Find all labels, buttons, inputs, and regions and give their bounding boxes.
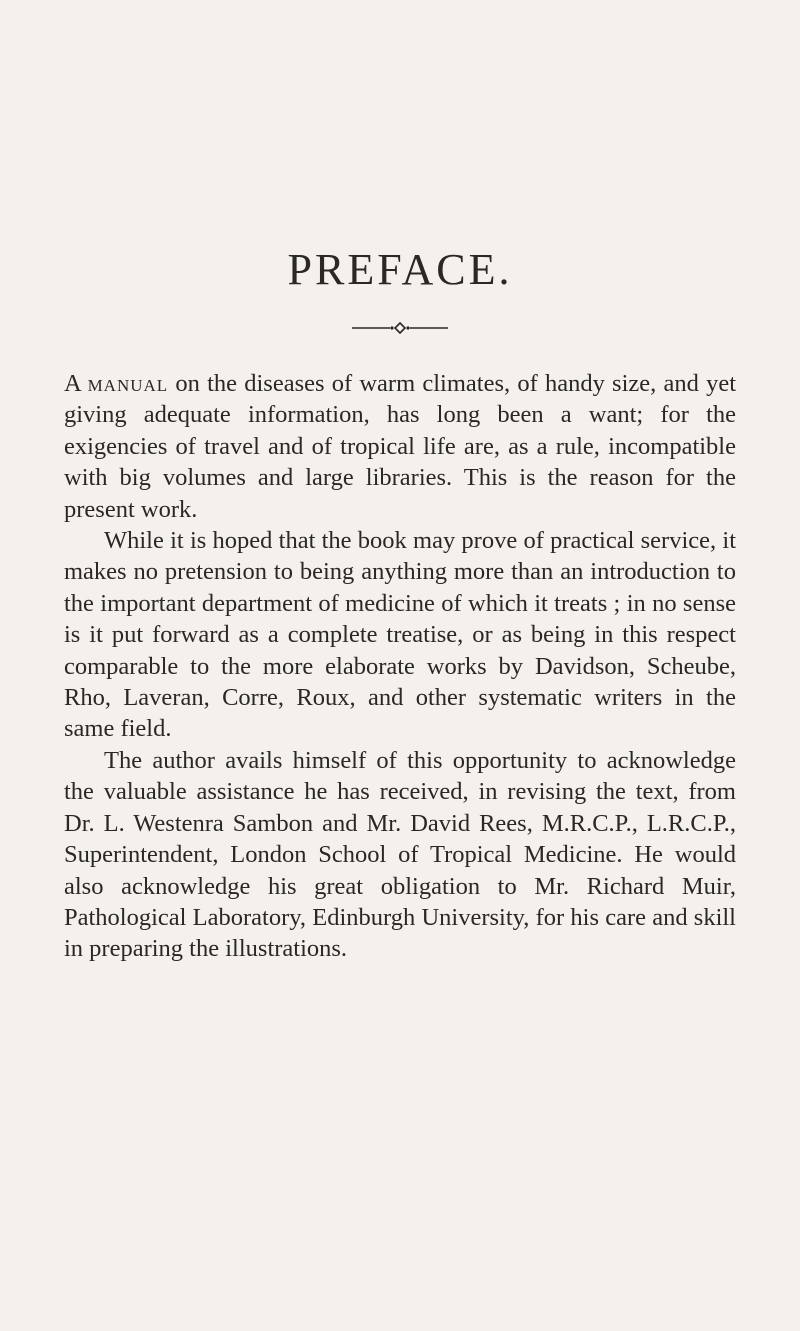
lead-smallcaps: manual <box>87 370 169 397</box>
lead-letter: A <box>64 370 88 397</box>
paragraph-1 <box>64 368 736 525</box>
paragraph-1-text: on the diseases of warm climates, of handy size, and yet giving adequate information, has long been a want; for the exigencies of travel and of tropical life are, as a rule, incompatible with big volumes and large libraries. This is the reason for the present work. <box>64 370 737 523</box>
page-title: PREFACE. <box>287 245 513 294</box>
paragraph-3: The author avails himself of this opportunity to acknowledge the valuable assistance he has received, in revising the text, from Dr. L. Westenra Sambon and Mr. David Rees, M.R.C.P., L.R.C.P., Superintendent, London School of Tropical Medicine. He would also acknowledge his great obligation to Mr. Richard Muir, Pathological Laboratory, Edinburgh University, for his care and skill in preparing the illustrations. <box>64 746 736 963</box>
preface-body <box>64 368 736 965</box>
diamond-rule-ornament-icon <box>352 322 448 334</box>
paragraph-2: While it is hoped that the book may prove of practical service, it makes no pretension to being anything more than an introduction to the important department of medicine of which it treats ; in no sense is it put forward as a complete treatise, or as being in this respect comparable to the more elaborate works by Davidson, Scheube, Rho, Laveran, Corre, Roux, and other systematic writers in the same field. <box>64 527 736 743</box>
